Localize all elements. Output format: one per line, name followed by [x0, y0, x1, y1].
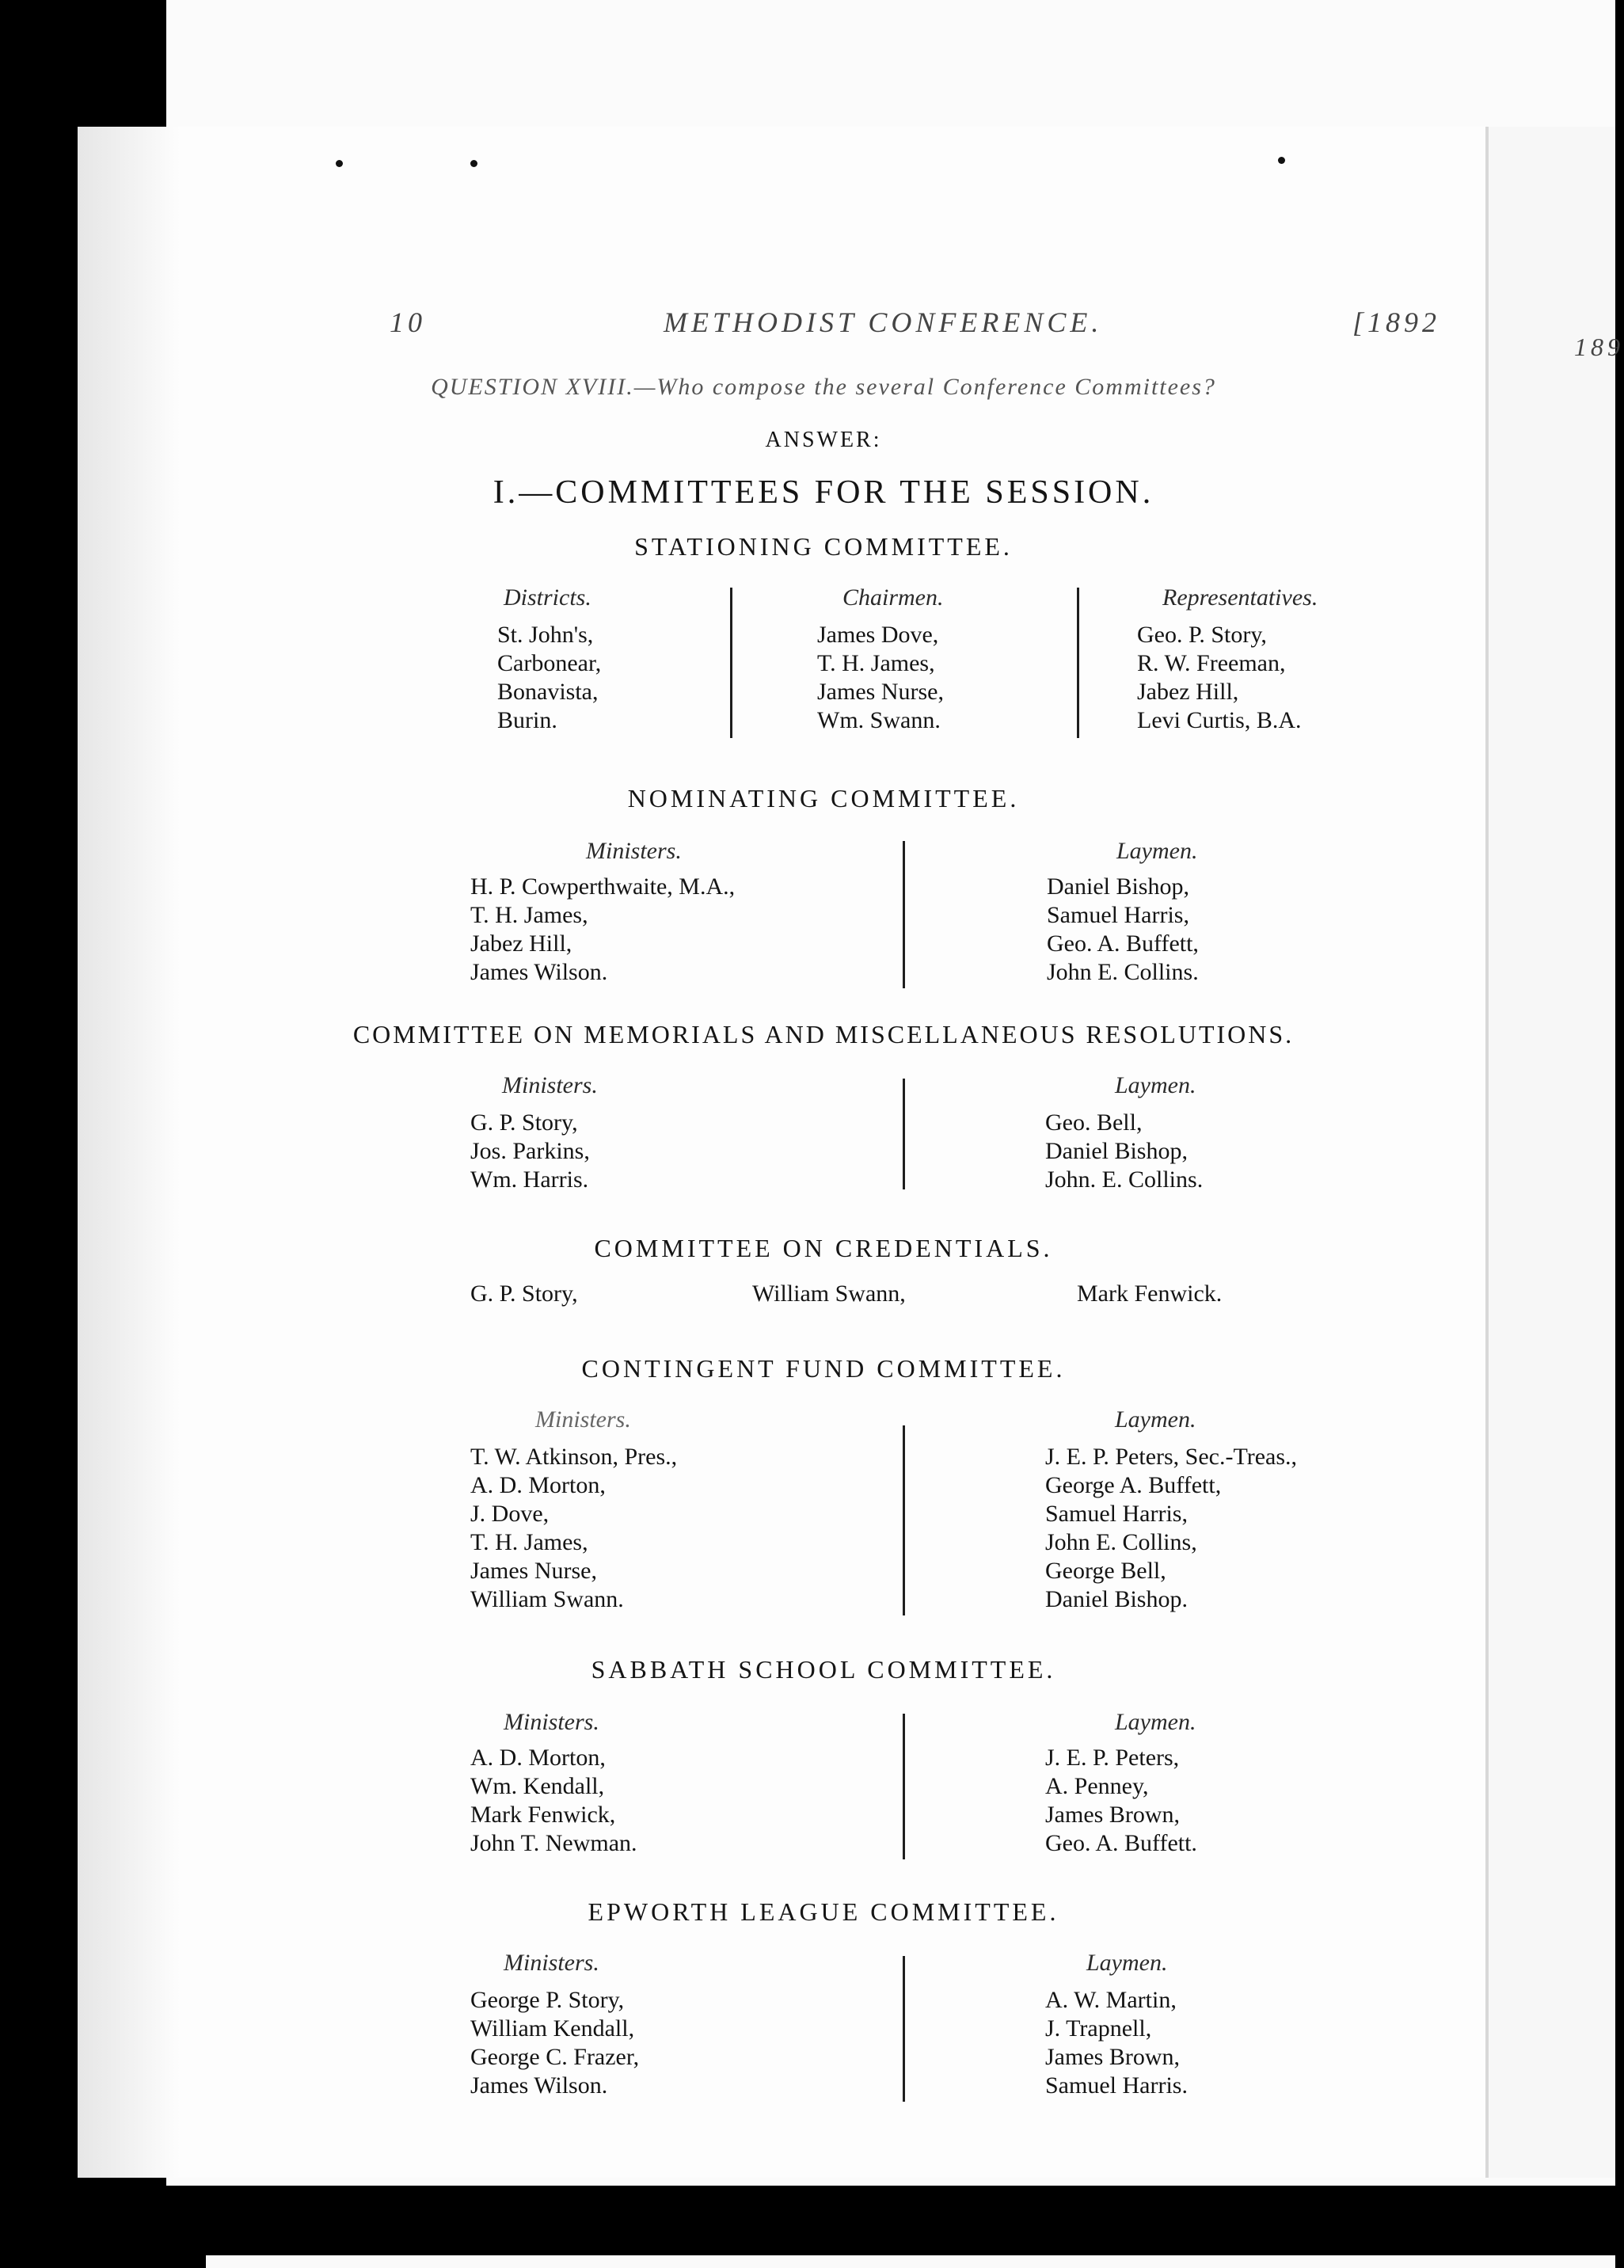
- list-item: Jabez Hill,: [470, 930, 572, 957]
- ministers-list: [470, 1443, 677, 1614]
- page-year: [1892: [1352, 306, 1441, 338]
- list-item: A. W. Martin,: [1045, 1987, 1177, 2013]
- list-item: Wm. Swann.: [817, 707, 941, 733]
- list-item: Geo. Bell,: [1045, 1109, 1143, 1136]
- list-item: R. W. Freeman,: [1137, 650, 1286, 676]
- list-item: Samuel Harris,: [1045, 1501, 1188, 1527]
- list-item: Geo. P. Story,: [1137, 622, 1267, 648]
- list-item: Bonavista,: [497, 679, 599, 705]
- list-item: James Nurse,: [470, 1558, 597, 1584]
- chairmen-header: Chairmen.: [842, 584, 944, 611]
- list-item: J. Dove,: [470, 1501, 550, 1527]
- speck: [470, 160, 477, 167]
- ministers-header: Ministers.: [504, 1950, 599, 1976]
- list-item: John E. Collins,: [1045, 1529, 1197, 1555]
- list-item: John E. Collins.: [1047, 959, 1199, 985]
- laymen-header: Laymen.: [1116, 838, 1198, 864]
- facing-page-year: 189: [1574, 333, 1624, 361]
- ministers-header: Ministers.: [504, 1709, 599, 1735]
- ministers-list: [470, 1986, 639, 2100]
- laymen-header: Laymen.: [1086, 1950, 1168, 1976]
- representatives-header: Representatives.: [1162, 584, 1318, 611]
- list-item: Geo. A. Buffett,: [1047, 930, 1199, 957]
- list-item: James Nurse,: [817, 679, 944, 705]
- list-item: Daniel Bishop,: [1047, 873, 1189, 900]
- ministers-header: Ministers.: [586, 838, 682, 864]
- column-divider: [903, 1956, 905, 2102]
- laymen-list: [1047, 873, 1199, 987]
- ministers-list: [470, 1744, 637, 1858]
- list-item: George Bell,: [1045, 1558, 1166, 1584]
- list-item: George P. Story,: [470, 1987, 625, 2013]
- districts-list: [497, 621, 601, 735]
- column-divider: [903, 1714, 905, 1859]
- question-heading: QUESTION XVIII.—Who compose the several Conference Committees?: [431, 374, 1216, 400]
- page-number: 10: [390, 306, 426, 338]
- list-item: Levi Curtis, B.A.: [1137, 707, 1302, 733]
- nominating-committee-title: NOMINATING COMMITTEE.: [627, 784, 1020, 812]
- list-item: William Kendall,: [470, 2015, 635, 2042]
- list-item: J. E. P. Peters,: [1045, 1745, 1180, 1771]
- credentials-member: Mark Fenwick.: [1077, 1281, 1223, 1307]
- list-item: J. E. P. Peters, Sec.-Treas.,: [1045, 1444, 1298, 1470]
- epworth-league-committee-title: EPWORTH LEAGUE COMMITTEE.: [588, 1897, 1059, 1926]
- list-item: St. John's,: [497, 622, 594, 648]
- list-item: Jabez Hill,: [1137, 679, 1239, 705]
- list-item: James Brown,: [1045, 2044, 1180, 2070]
- laymen-list: [1045, 1443, 1297, 1614]
- list-item: Wm. Harris.: [470, 1166, 589, 1193]
- list-item: H. P. Cowperthwaite, M.A.,: [470, 873, 736, 900]
- contingent-fund-committee-title: CONTINGENT FUND COMMITTEE.: [581, 1354, 1066, 1383]
- chairmen-list: [817, 621, 944, 735]
- list-item: T. W. Atkinson, Pres.,: [470, 1444, 678, 1470]
- lower-sheet-edge: [206, 2255, 1615, 2268]
- list-item: John. E. Collins.: [1045, 1166, 1204, 1193]
- list-item: William Swann.: [470, 1586, 624, 1612]
- sabbath-school-committee-title: SABBATH SCHOOL COMMITTEE.: [591, 1655, 1056, 1684]
- list-item: Geo. A. Buffett.: [1045, 1830, 1197, 1856]
- list-item: Burin.: [497, 707, 557, 733]
- laymen-list: [1045, 1109, 1203, 1194]
- running-title: METHODIST CONFERENCE.: [664, 306, 1103, 338]
- laymen-header: Laymen.: [1115, 1072, 1196, 1098]
- answer-label: ANSWER:: [765, 428, 882, 452]
- list-item: Daniel Bishop,: [1045, 1138, 1188, 1164]
- list-item: Mark Fenwick,: [470, 1802, 616, 1828]
- ministers-list: [470, 873, 735, 987]
- column-divider: [730, 588, 732, 738]
- facing-page-edge: [1487, 127, 1615, 2178]
- districts-header: Districts.: [504, 584, 591, 611]
- column-divider: [1077, 588, 1079, 738]
- credentials-member: William Swann,: [752, 1281, 906, 1307]
- representatives-list: [1137, 621, 1302, 735]
- list-item: A. Penney,: [1045, 1773, 1149, 1799]
- list-item: T. H. James,: [470, 902, 588, 928]
- ministers-list: [470, 1109, 590, 1194]
- list-item: A. D. Morton,: [470, 1472, 606, 1498]
- list-item: James Wilson.: [470, 959, 608, 985]
- stationing-committee-title: STATIONING COMMITTEE.: [634, 532, 1013, 561]
- list-item: Jos. Parkins,: [470, 1138, 590, 1164]
- ministers-header: Ministers.: [502, 1072, 598, 1098]
- list-item: Samuel Harris.: [1045, 2072, 1188, 2099]
- column-divider: [903, 1079, 905, 1189]
- laymen-list: [1045, 1744, 1197, 1858]
- list-item: George A. Buffett,: [1045, 1472, 1222, 1498]
- list-item: George C. Frazer,: [470, 2044, 640, 2070]
- list-item: Carbonear,: [497, 650, 602, 676]
- ministers-header: Ministers.: [535, 1406, 631, 1433]
- list-item: J. Trapnell,: [1045, 2015, 1152, 2042]
- column-divider: [903, 1425, 905, 1615]
- column-divider: [903, 841, 905, 988]
- memorials-committee-title: COMMITTEE ON MEMORIALS AND MISCELLANEOUS RESOLUTIONS.: [352, 1020, 1295, 1048]
- list-item: John T. Newman.: [470, 1830, 637, 1856]
- credentials-committee-title: COMMITTEE ON CREDENTIALS.: [594, 1234, 1053, 1262]
- speck: [1278, 157, 1285, 164]
- laymen-header: Laymen.: [1115, 1709, 1196, 1735]
- list-item: T. H. James,: [470, 1529, 588, 1555]
- speck: [336, 160, 343, 167]
- list-item: James Dove,: [817, 622, 939, 648]
- list-item: G. P. Story,: [470, 1109, 578, 1136]
- laymen-list: [1045, 1986, 1188, 2100]
- list-item: Daniel Bishop.: [1045, 1586, 1188, 1612]
- list-item: James Wilson.: [470, 2072, 608, 2099]
- list-item: Wm. Kendall,: [470, 1773, 605, 1799]
- list-item: A. D. Morton,: [470, 1745, 606, 1771]
- list-item: Samuel Harris,: [1047, 902, 1189, 928]
- list-item: James Brown,: [1045, 1802, 1180, 1828]
- laymen-header: Laymen.: [1115, 1406, 1196, 1433]
- list-item: T. H. James,: [817, 650, 935, 676]
- credentials-member: G. P. Story,: [470, 1281, 578, 1307]
- section-title: I.—COMMITTEES FOR THE SESSION.: [493, 474, 1154, 511]
